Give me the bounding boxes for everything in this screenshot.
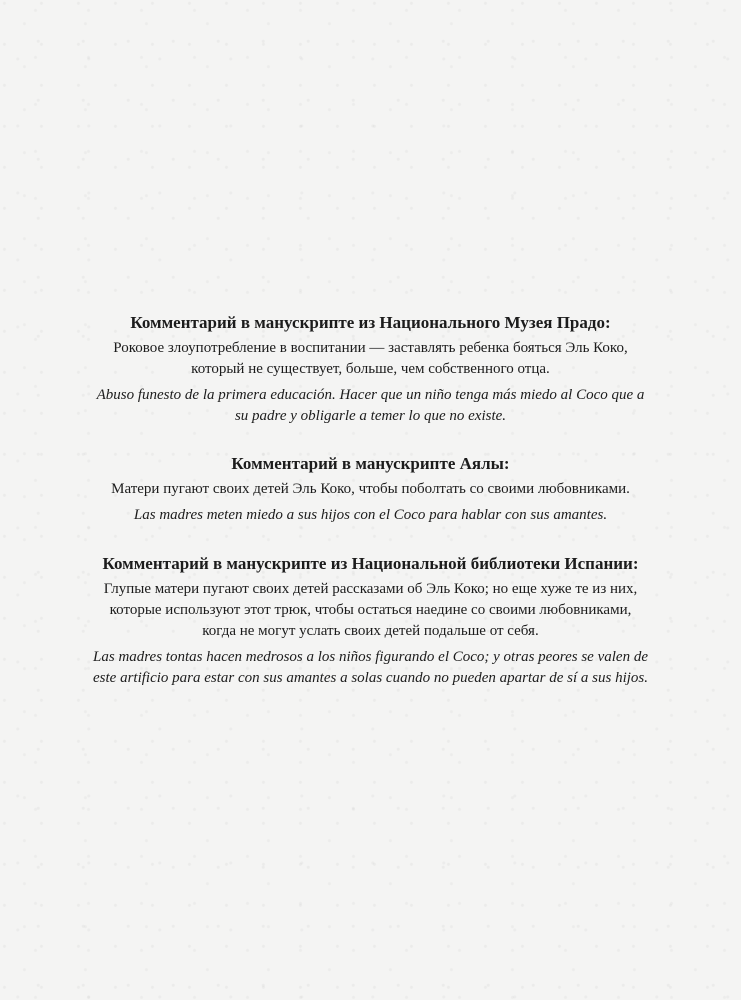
text-line: которые используют этот трюк, чтобы остаться наедине со своими любовниками, [109,602,632,618]
text-line: Las madres tontas hacen medrosos a los niños figurando el Coco; y otras peores se valen de [93,649,648,665]
spanish-text [60,385,681,427]
russian-text [60,338,681,380]
section-heading: Комментарий в манускрипте из Национального Музея Прадо: [130,313,611,332]
commentary-ayala [60,453,681,526]
section-heading: Комментарий в манускрипте Аялы: [231,454,510,473]
text-line: su padre y obligarle a temer lo que no existe. [234,408,507,424]
russian-text [60,479,681,500]
spanish-text [60,647,681,689]
text-line: когда не могут услать своих детей подальше от себя. [202,623,539,639]
text-line: este artificio para estar con sus amantes a solas cuando no pueden apartar de sí a sus hijos. [93,670,648,686]
commentary-prado [60,312,681,427]
text-line: Abuso funesto de la primera educación. Hacer que un niño tenga más miedo al Coco que a [96,387,645,403]
text-line: который не существует, больше, чем собственного отца. [191,361,550,377]
russian-text [60,579,681,642]
spanish-text [60,505,681,526]
text-line: Матери пугают своих детей Эль Коко, чтобы поболтать со своими любовниками. [111,481,630,497]
text-line: Глупые матери пугают своих детей рассказами об Эль Коко; но еще хуже те из них, [103,581,638,597]
text-line: Las madres meten miedo a sus hijos con el Coco para hablar con sus amantes. [133,507,608,523]
text-line: Роковое злоупотребление в воспитании — заставлять ребенка бояться Эль Коко, [113,340,628,356]
section-heading: Комментарий в манускрипте из Национальной библиотеки Испании: [102,554,639,573]
commentary-national-library [60,553,681,689]
